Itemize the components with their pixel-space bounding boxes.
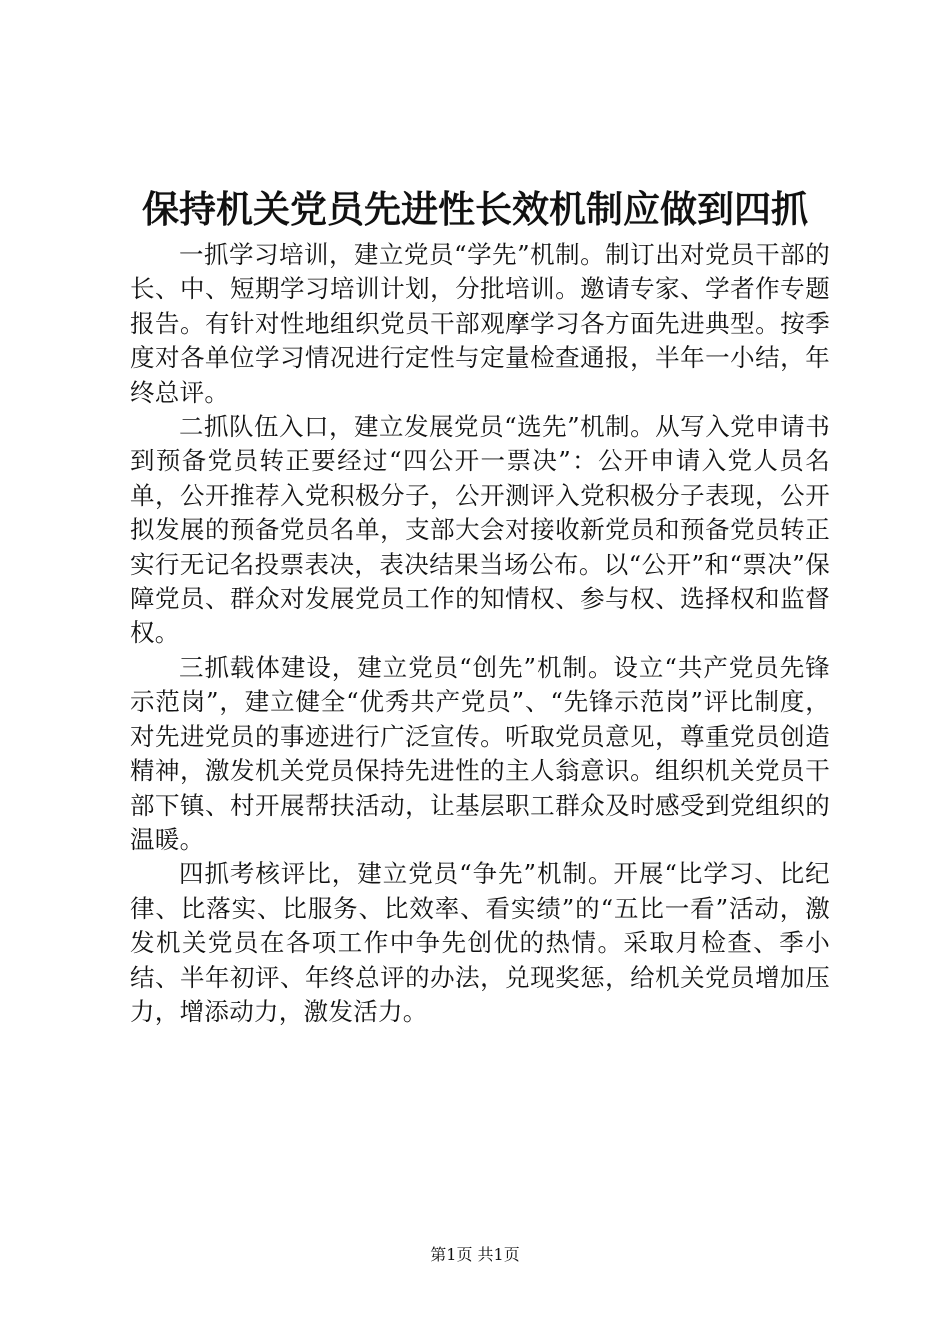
paragraph-4: 四抓考核评比，建立党员“争先”机制。开展“比学习、比纪律、比落实、比服务、比效率、看实绩”的“五比一看”活动，激发机关党员在各项工作中争先创优的热情。采取月检查、季小结、半年初评、年终总评的办法，兑现奖惩，给机关党员增加压力，增添动力，激发活力。 [130, 859, 830, 1026]
paragraph-2: 二抓队伍入口，建立发展党员“选先”机制。从写入党申请书到预备党员转正要经过“四公开一票决”：公开申请入党人员名单，公开推荐入党积极分子，公开测评入党积极分子表现，公开拟发展的预备党员名单，支部大会对接收新党员和预备党员转正实行无记名投票表决，表决结果当场公布。以“公开”和“票决”保障党员、群众对发展党员工作的知情权、参与权、选择权和监督权。 [130, 412, 830, 648]
paragraph-1: 一抓学习培训，建立党员“学先”机制。制订出对党员干部的长、中、短期学习培训计划，分批培训。邀请专家、学者作专题报告。有针对性地组织党员干部观摩学习各方面先进典型。按季度对各单位学习情况进行定性与定量检查通报，半年一小结，年终总评。 [130, 240, 830, 407]
paragraph-3: 三抓载体建设，建立党员“创先”机制。设立“共产党员先锋示范岗”，建立健全“优秀共产党员”、“先锋示范岗”评比制度，对先进党员的事迹进行广泛宣传。听取党员意见，尊重党员创造精神，激发机关党员保持先进性的主人翁意识。组织机关党员干部下镇、村开展帮扶活动，让基层职工群众及时感受到党组织的温暖。 [130, 652, 830, 854]
page-number-footer: 第1页 共1页 [430, 1245, 520, 1264]
document-title: 保持机关党员先进性长效机制应做到四抓 [142, 188, 808, 231]
document-body [130, 238, 830, 1029]
